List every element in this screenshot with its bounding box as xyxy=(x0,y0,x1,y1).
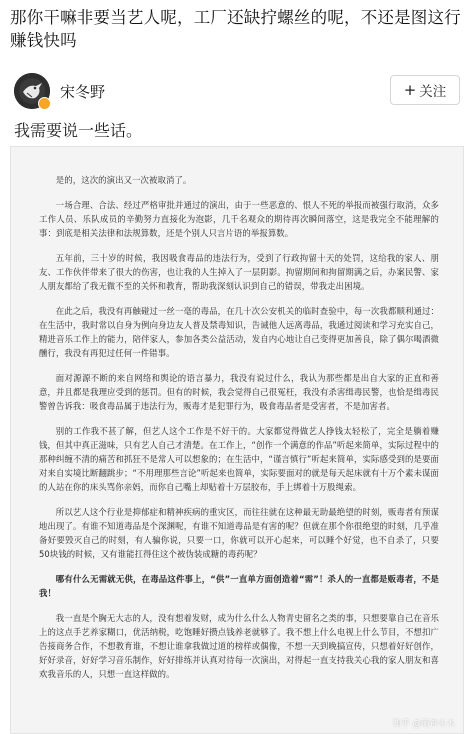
statement-paragraph: 别的工作我不甚了解，但艺人这个工作是不好干的。大家都觉得做艺人挣钱太轻松了，完全是躺着赚钱，但其中真正滋味，只有艺人自己才清楚。在工作上，“创作一个满意的作品”听起来简单，实际过程中的那种纠缠不清的痛苦和抓狂不是常人可以想象的；在生活中，“谨言慎行”听起来简单，实际感受到的是要面对来自实境比断翻跳步；“不用理那些言论”听起来也简单，实际要面对的就是每天起床就有十万个素未谋面的人站在你的床头骂你亲妈，而你自己嘴上却贴着十万层胶布，手上绑着十万股绳索。 xyxy=(39,426,439,492)
author-name[interactable]: 宋冬野 xyxy=(60,83,106,101)
watermark: 知乎 @萌神木木 xyxy=(392,719,455,729)
author-bar xyxy=(0,70,474,114)
statement-paragraph: 所以艺人这个行业是抑郁症和精神疾病的重灾区，而往往就在这种最无助最绝望的时刻，贩毒者有预谋地出现了。有谁不知道毒品是个深渊呢，有谁不知道毒品是有害的呢？但就在那个你很绝望的时刻，几乎准备好要毁灭自己的时刻，有人骗你说，只要一口，你就可以开心起来，可以睡个好觉，也不自杀了，只要50块钱的时候，又有谁能扛得住这个被伪装成糖的毒药呢？ xyxy=(39,507,439,559)
statement-paragraph: 五年前，三十岁的时候，我因吸食毒品的违法行为，受到了行政拘留十天的处罚，这给我的家人、朋友、工作伙伴带来了很大的伤害，也让我的人生掉入了一层阴影。拘留期间和拘留期满之后，办案民警、家人朋友都给了我无微不至的关怀和教育，帮助我深刻认识到自己的错误，带我走出困境。 xyxy=(39,253,439,291)
follow-button[interactable] xyxy=(390,75,460,105)
statement-paragraph: 在此之后，我没有再触碰过一丝一毫的毒品，在几十次公安机关的临时查验中，每一次我都顺利通过：在生活中，我时常以自身为例向身边友人普及禁毒知识，告诫他人远离毒品，我通过阅读和学习充实自己，精进音乐工作上的能力，陪伴家人，参加各类公益活动，发自内心地让自己变得更加善良，除了偶尔喝酒微醺行，我没有再犯过任何一件错事。 xyxy=(39,306,439,358)
answer-lead-text: 我需要说一些话。 xyxy=(14,121,143,140)
plus-icon: + xyxy=(403,81,417,99)
statement-screenshot[interactable] xyxy=(10,146,464,734)
statement-body xyxy=(39,173,439,692)
follow-button-label: 关注 xyxy=(419,84,447,100)
statement-paragraph: 哪有什么无需就无供，在毒品这件事上，“供”一直单方面创造着“需”！杀人的一直都是贩毒者，不是我！ xyxy=(39,574,439,598)
statement-paragraph: 我一直是个胸无大志的人，没有想着发财，成为什么什么人物青史留名之类的事，只想要靠自己在音乐上的这点手艺养家糊口，优活纳税，吃饱睡好攒点钱养老就够了。我不想上什么电视上什么节目，不想扣广告接商务合作，不想教育谁，不想让谁拿我做过道的榜样或偶像，不想一天到晚搞宣传，只想着好好创作，好好录音，好好学习音乐制作，好好排练并认真对待每一次演出，对得起一直支持我关心我的家人朋友和喜欢我音乐的人，只想一直这样做的。 xyxy=(39,613,439,679)
statement-paragraph: 是的，这次的演出又一次被取消了。 xyxy=(55,175,192,185)
statement-paragraph: 一场合理、合法、经过严格审批并通过的演出，由于一些恶意的、恨人不死的举报而被强行取消，众多工作人员、乐队成员的辛勤努力直接化为泡影，几千名观众的期待再次瞬间落空，这是我完全不能理解的事：到底是相关法律和法规算数，还是个别人只言片语的举报算数。 xyxy=(39,200,439,238)
question-title[interactable]: 那你干嘛非要当艺人呢，工厂还缺拧螺丝的呢，不还是图这行赚钱快吗 xyxy=(10,8,461,50)
statement-paragraph: 面对源源不断的来自网络和舆论的语言暴力，我没有说过什么，我认为那些都是出自大家的正直和善意，并且都是我理应受到的惩罚。但有的时候，我会觉得自己很冤枉，我没有杀害缉毒民警，也恰是缉毒民警曾告诉我：吸食毒品属于违法行为，贩毒才是犯罪行为，吸食毒品者是受害者，不是加害者。 xyxy=(39,373,439,411)
verified-badge-icon xyxy=(38,97,51,110)
